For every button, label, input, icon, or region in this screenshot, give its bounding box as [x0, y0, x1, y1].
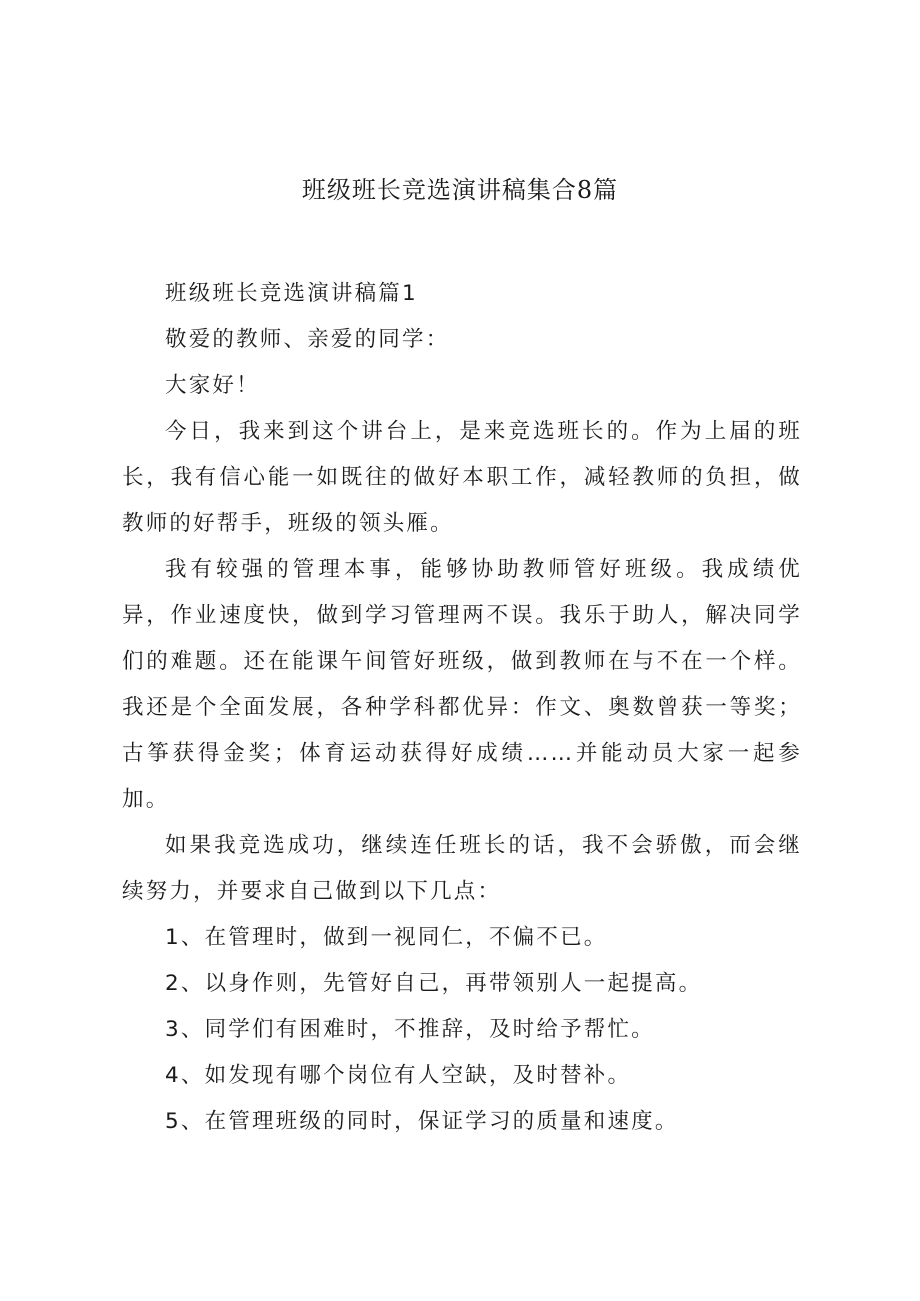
list-item: 1、在管理时，做到一视同仁，不偏不已。 [165, 925, 608, 950]
list-item: 2、以身作则，先管好自己，再带领别人一起提高。 [165, 971, 703, 996]
list-item: 5、在管理班级的同时，保证学习的质量和速度。 [165, 1109, 679, 1134]
greeting: 大家好！ [165, 373, 260, 398]
paragraph-commitment: 如果我竞选成功，继续连任班长的话，我不会骄傲，而会继续努力，并要求自己做到以下几点： [122, 833, 802, 904]
section-heading: 班级班长竞选演讲稿篇1 [165, 281, 418, 306]
paragraph-abilities: 我有较强的管理本事，能够协助教师管好班级。我成绩优异，作业速度快，做到学习管理两不误。我乐于助人，解决同学们的难题。还在能课午间管好班级，做到教师在与不在一个样。我还是个全面发展，各种学科都优异：作文、奥数曾获一等奖；古筝获得金奖；体育运动获得好成绩……并能动员大家一起参加。 [122, 557, 802, 812]
list-item: 3、同学们有困难时，不推辞，及时给予帮忙。 [165, 1017, 655, 1042]
document-body [122, 271, 802, 1145]
salutation: 敬爱的教师、亲爱的同学： [165, 327, 450, 352]
paragraph-intro: 今日，我来到这个讲台上，是来竞选班长的。作为上届的班长，我有信心能一如既往的做好本职工作，减轻教师的负担，做教师的好帮手，班级的领头雁。 [122, 419, 802, 536]
list-item: 4、如发现有哪个岗位有人空缺，及时替补。 [165, 1063, 632, 1088]
document-title: 班级班长竞选演讲稿集合8篇 [301, 176, 619, 204]
